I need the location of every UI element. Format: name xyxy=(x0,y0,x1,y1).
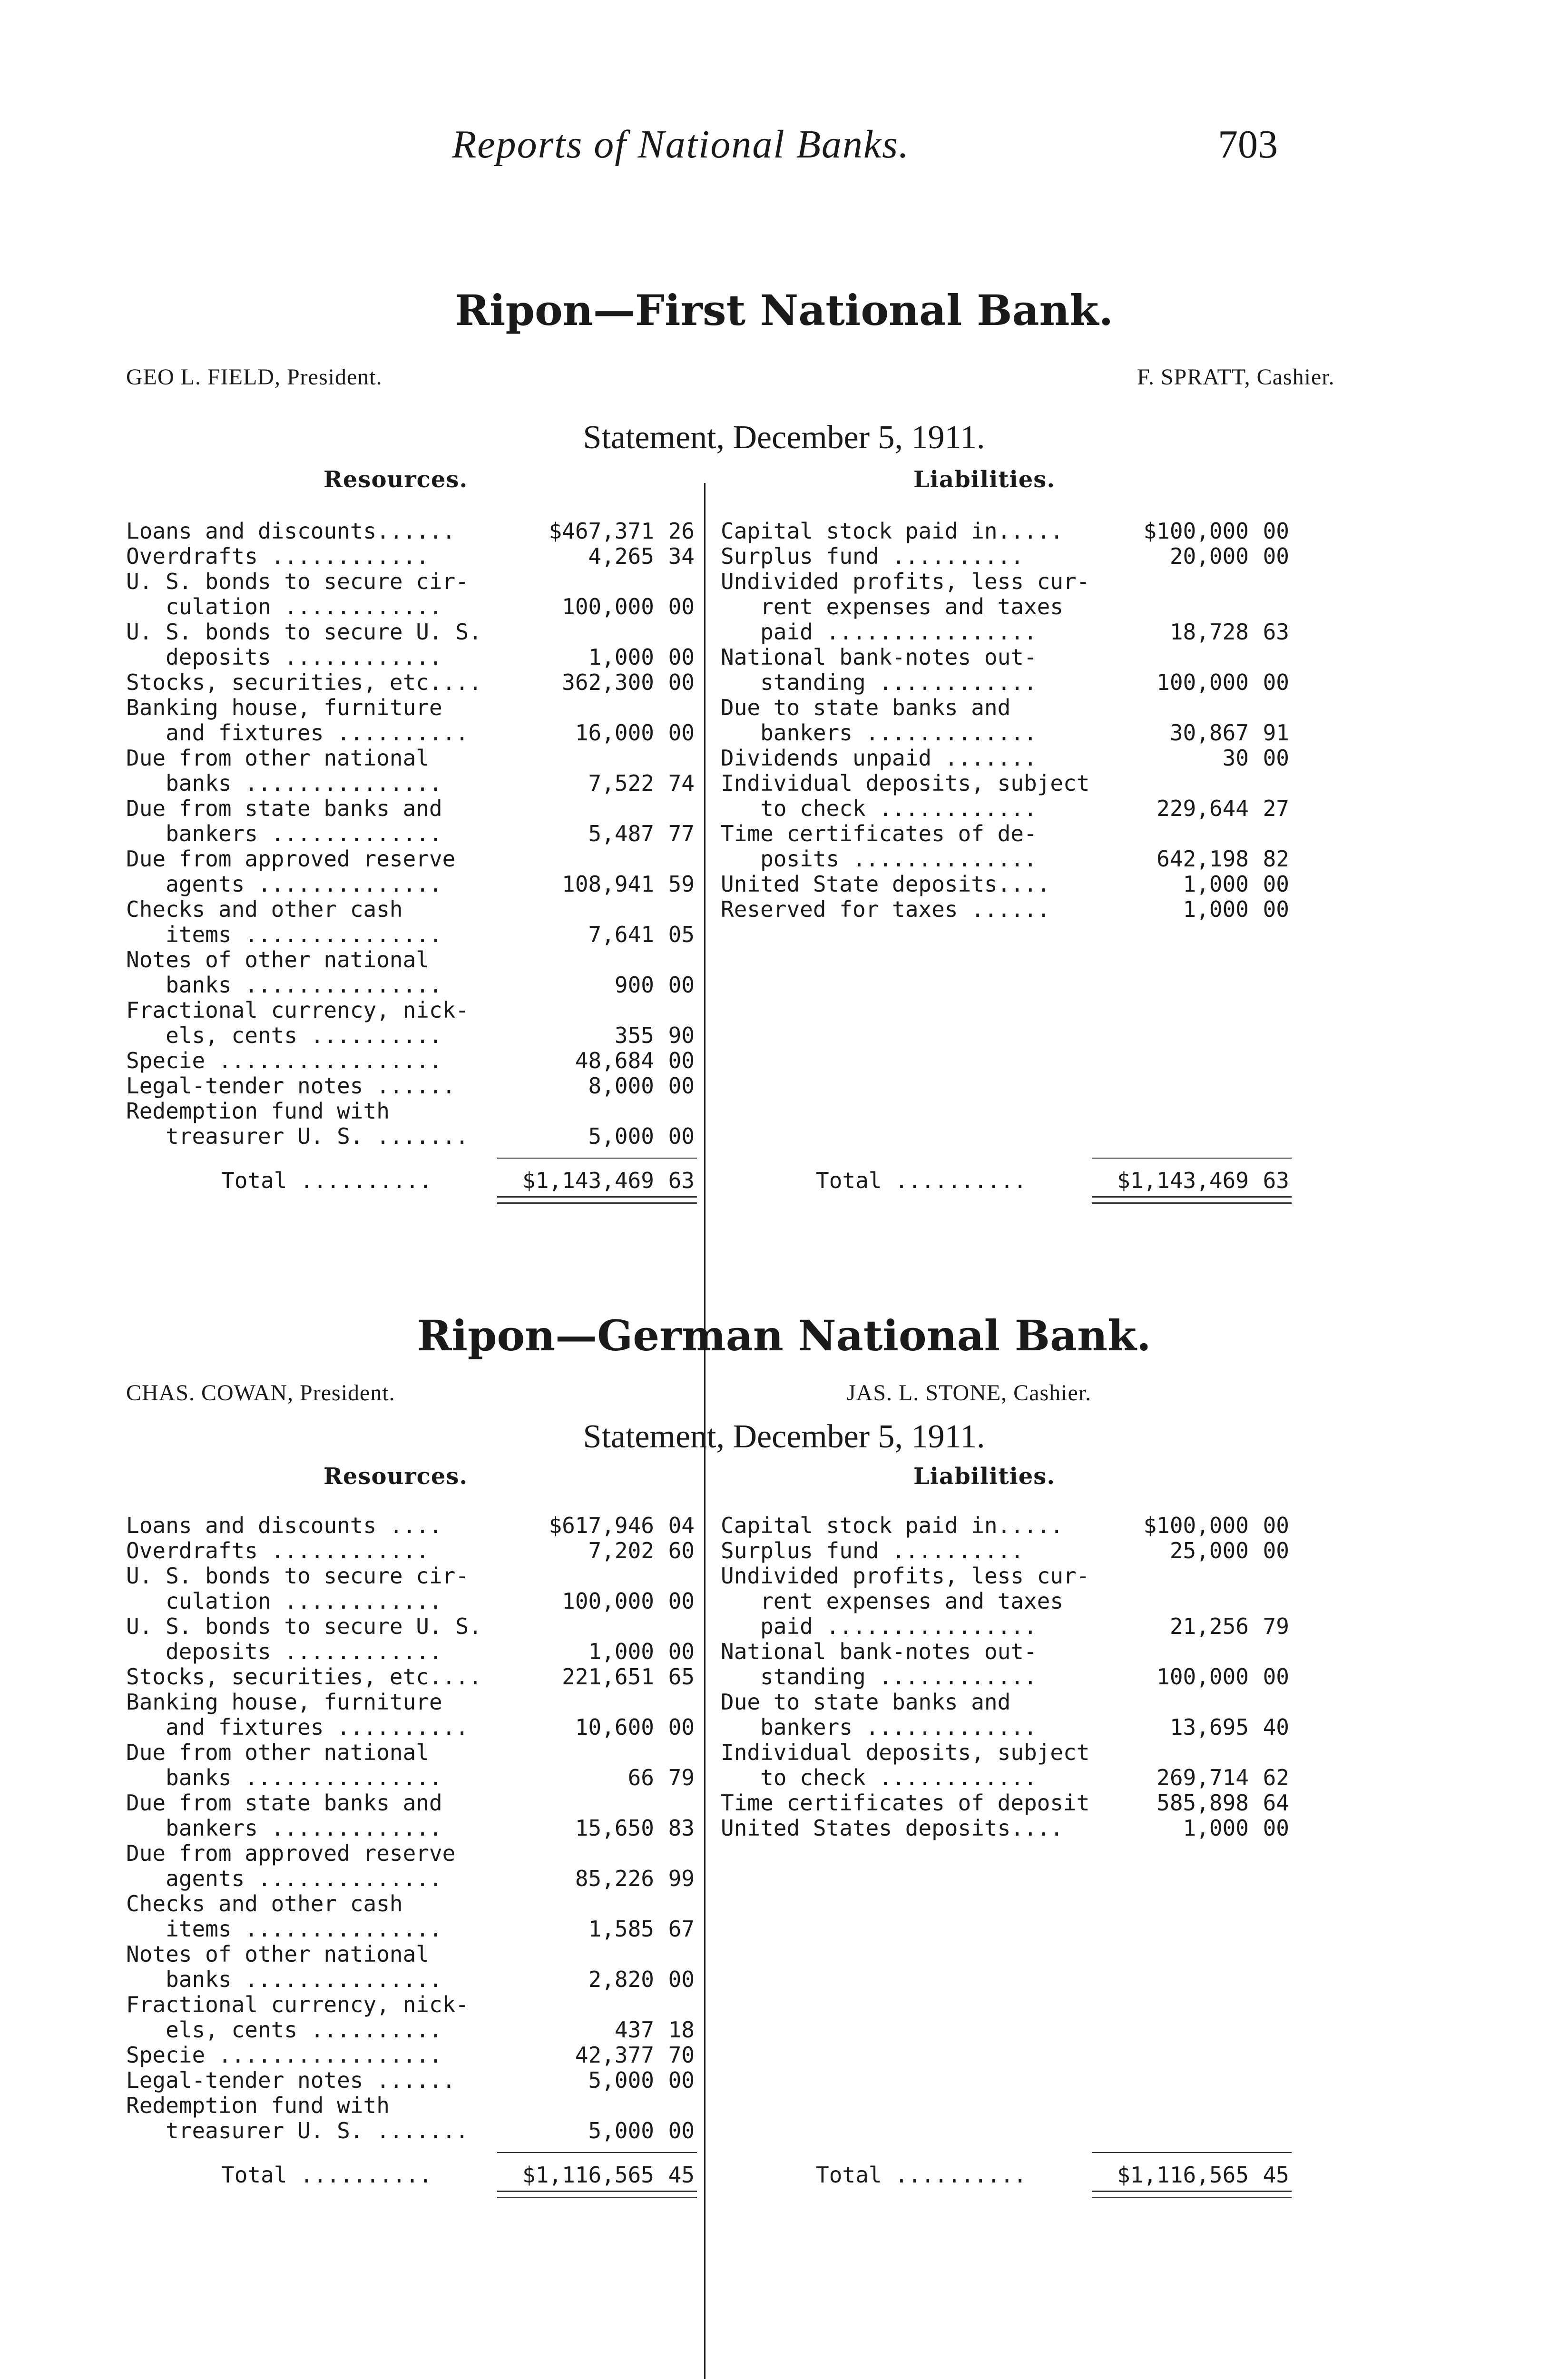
row-dollars: 642,198 xyxy=(1156,846,1249,872)
row-cents: 60 xyxy=(668,1538,695,1563)
row-dollars: 5,487 xyxy=(588,821,654,846)
row-label: and fixtures .......... xyxy=(126,1714,469,1740)
liability-row xyxy=(721,695,1292,720)
row-cents: 00 xyxy=(668,669,695,695)
row-label: Notes of other national xyxy=(126,1941,429,1967)
liability-row xyxy=(721,569,1292,594)
row-dollars: 1,000 xyxy=(1183,871,1249,897)
resource-row xyxy=(126,1048,697,1073)
liability-row xyxy=(721,796,1292,821)
row-label: Surplus fund .......... xyxy=(721,543,1024,569)
total-cents: 45 xyxy=(1263,2162,1289,2188)
resource-row xyxy=(126,670,697,695)
liability-row xyxy=(721,1639,1292,1664)
row-label: Time certificates of deposit xyxy=(721,1790,1090,1816)
row-dollars: 2,820 xyxy=(588,1966,654,1992)
row-cents: 99 xyxy=(668,1866,695,1891)
row-label: Loans and discounts .... xyxy=(126,1513,442,1538)
total-cents: 63 xyxy=(1263,1168,1289,1193)
row-label: Stocks, securities, etc.... xyxy=(126,1664,482,1690)
liability-row xyxy=(721,1816,1292,1841)
page-number: 703 xyxy=(1218,122,1278,167)
row-cents: 00 xyxy=(1263,1538,1289,1563)
row-label: Due from state banks and xyxy=(126,796,442,821)
row-label: Fractional currency, nick- xyxy=(126,1992,469,2017)
row-label: Notes of other national xyxy=(126,947,429,973)
liability-row xyxy=(721,746,1292,771)
resource-row xyxy=(126,922,697,947)
liability-row xyxy=(721,1563,1292,1589)
row-label: Specie ................. xyxy=(126,1048,442,1073)
resource-row xyxy=(126,1538,697,1563)
resource-row xyxy=(126,519,697,544)
row-cents: 00 xyxy=(668,1966,695,1992)
row-label: paid ................ xyxy=(721,1613,1037,1639)
statement-date: Statement, December 5, 1911. xyxy=(583,1418,985,1455)
row-label: Undivided profits, less cur- xyxy=(721,1563,1090,1589)
row-cents: 26 xyxy=(668,518,695,544)
row-label: culation ............ xyxy=(126,1588,442,1614)
row-label: Legal-tender notes ...... xyxy=(126,2067,456,2093)
row-label: U. S. bonds to secure U. S. xyxy=(126,619,482,645)
row-label: els, cents .......... xyxy=(126,1022,442,1048)
row-label: bankers ............. xyxy=(721,1714,1037,1740)
row-cents: 00 xyxy=(1263,745,1289,771)
row-label: rent expenses and taxes xyxy=(721,594,1064,619)
row-label: Reserved for taxes ...... xyxy=(721,896,1050,922)
row-label: treasurer U. S. ....... xyxy=(126,1123,469,1149)
row-cents: 77 xyxy=(668,821,695,846)
row-dollars: 100,000 xyxy=(562,594,654,619)
row-label: Legal-tender notes ...... xyxy=(126,1073,456,1099)
row-label: Due from state banks and xyxy=(126,1790,442,1816)
row-cents: 04 xyxy=(668,1513,695,1538)
resource-row xyxy=(126,1740,697,1765)
row-label: National bank-notes out- xyxy=(721,644,1037,670)
row-dollars: 100,000 xyxy=(1156,1664,1249,1690)
row-label: deposits ............ xyxy=(126,1639,442,1664)
row-dollars: 5,000 xyxy=(588,2067,654,2093)
resource-row xyxy=(126,1891,697,1917)
row-label: Specie ................. xyxy=(126,2042,442,2068)
row-label: Due from approved reserve xyxy=(126,1840,456,1866)
resource-row xyxy=(126,2068,697,2093)
resource-row xyxy=(126,695,697,720)
row-label: bankers ............. xyxy=(126,1815,442,1841)
row-label: Due from other national xyxy=(126,745,429,771)
liability-row xyxy=(721,670,1292,695)
row-cents: 00 xyxy=(668,1073,695,1099)
resource-row xyxy=(126,771,697,796)
row-cents: 91 xyxy=(1263,720,1289,746)
resources-heading: Resources. xyxy=(323,466,468,493)
row-label: items ............... xyxy=(126,922,442,947)
row-label: Capital stock paid in..... xyxy=(721,1513,1064,1538)
row-cents: 00 xyxy=(668,2067,695,2093)
row-label: banks ............... xyxy=(126,972,442,998)
row-label: United State deposits.... xyxy=(721,871,1050,897)
total-rule xyxy=(1092,2152,1292,2153)
row-dollars: 30,867 xyxy=(1169,720,1249,746)
row-dollars: 1,000 xyxy=(588,644,654,670)
row-dollars: 10,600 xyxy=(575,1714,654,1740)
resource-row xyxy=(126,2017,697,2043)
row-cents: 62 xyxy=(1263,1765,1289,1790)
row-dollars: 48,684 xyxy=(575,1048,654,1073)
row-dollars: 108,941 xyxy=(562,871,654,897)
resource-row xyxy=(126,645,697,670)
liability-row xyxy=(721,872,1292,897)
liability-row xyxy=(721,1513,1292,1538)
row-cents: 00 xyxy=(668,1048,695,1073)
row-label: banks ............... xyxy=(126,770,442,796)
page-header xyxy=(0,121,1568,174)
row-dollars: 13,695 xyxy=(1169,1714,1249,1740)
row-label: bankers ............. xyxy=(126,821,442,846)
row-cents: 00 xyxy=(668,1588,695,1614)
bank-title: Ripon—First National Bank. xyxy=(454,285,1114,335)
liability-row xyxy=(721,1589,1292,1614)
row-cents: 63 xyxy=(1263,619,1289,645)
row-cents: 40 xyxy=(1263,1714,1289,1740)
row-cents: 00 xyxy=(1263,896,1289,922)
liabilities-heading: Liabilities. xyxy=(913,1463,1056,1490)
total-dollars: $1,143,469 xyxy=(1117,1168,1249,1193)
row-dollars: 21,256 xyxy=(1169,1613,1249,1639)
row-cents: 00 xyxy=(1263,1815,1289,1841)
liability-row xyxy=(721,594,1292,619)
row-label: United States deposits.... xyxy=(721,1815,1064,1841)
row-cents: 00 xyxy=(668,2118,695,2143)
liability-row xyxy=(721,1765,1292,1790)
resources-heading: Resources. xyxy=(323,1463,468,1490)
row-dollars: 30 xyxy=(1222,745,1249,771)
row-label: Checks and other cash xyxy=(126,896,403,922)
liabilities-column xyxy=(721,519,1292,1423)
row-label: els, cents .......... xyxy=(126,2017,442,2043)
total-label: Total .......... xyxy=(816,1168,1027,1193)
row-cents: 00 xyxy=(668,1123,695,1149)
row-dollars: 15,650 xyxy=(575,1815,654,1841)
row-dollars: $617,946 xyxy=(549,1513,654,1538)
resource-row xyxy=(126,2093,697,2118)
liabilities-total-row xyxy=(816,1168,1292,1193)
row-cents: 34 xyxy=(668,543,695,569)
row-label: standing ............ xyxy=(721,1664,1037,1690)
row-dollars: 585,898 xyxy=(1156,1790,1249,1816)
total-label: Total .......... xyxy=(221,1168,432,1193)
row-dollars: 4,265 xyxy=(588,543,654,569)
resource-row xyxy=(126,1023,697,1048)
row-label: rent expenses and taxes xyxy=(721,1588,1064,1614)
row-label: to check ............ xyxy=(721,1765,1037,1790)
row-cents: 00 xyxy=(668,1639,695,1664)
total-rule xyxy=(497,1158,697,1159)
row-cents: 00 xyxy=(1263,543,1289,569)
running-title: Reports of National Banks. xyxy=(452,122,910,167)
cashier-name: F. SPRATT, Cashier. xyxy=(1137,364,1335,390)
total-rule xyxy=(497,2152,697,2153)
row-cents: 83 xyxy=(668,1815,695,1841)
row-cents: 00 xyxy=(1263,1513,1289,1538)
total-cents: 63 xyxy=(668,1168,695,1193)
row-dollars: 7,202 xyxy=(588,1538,654,1563)
resource-row xyxy=(126,594,697,619)
resource-row xyxy=(126,1124,697,1149)
row-dollars: 221,651 xyxy=(562,1664,654,1690)
row-label: posits .............. xyxy=(721,846,1037,872)
row-dollars: 229,644 xyxy=(1156,796,1249,821)
resource-row xyxy=(126,1664,697,1690)
row-dollars: 100,000 xyxy=(1156,669,1249,695)
row-dollars: 100,000 xyxy=(562,1588,654,1614)
liability-row xyxy=(721,821,1292,846)
total-double-rule xyxy=(1092,1196,1292,1204)
total-double-rule xyxy=(497,2191,697,2198)
total-double-rule xyxy=(1092,2191,1292,2198)
row-dollars: 25,000 xyxy=(1169,1538,1249,1563)
resource-row xyxy=(126,846,697,872)
row-label: culation ............ xyxy=(126,594,442,619)
resource-row xyxy=(126,1690,697,1715)
row-dollars: $100,000 xyxy=(1143,518,1249,544)
row-dollars: 1,585 xyxy=(588,1916,654,1942)
row-dollars: 85,226 xyxy=(575,1866,654,1891)
total-dollars: $1,143,469 xyxy=(522,1168,654,1193)
row-dollars: 5,000 xyxy=(588,2118,654,2143)
liability-row xyxy=(721,519,1292,544)
row-cents: 27 xyxy=(1263,796,1289,821)
resource-row xyxy=(126,796,697,821)
resource-row xyxy=(126,821,697,846)
row-cents: 18 xyxy=(668,2017,695,2043)
row-label: treasurer U. S. ....... xyxy=(126,2118,469,2143)
total-label: Total .......... xyxy=(816,2162,1027,2188)
president-name: GEO L. FIELD, President. xyxy=(126,364,382,390)
row-cents: 82 xyxy=(1263,846,1289,872)
resource-row xyxy=(126,973,697,998)
row-label: Due from approved reserve xyxy=(126,846,456,872)
resource-row xyxy=(126,569,697,594)
resource-row xyxy=(126,1866,697,1891)
row-cents: 59 xyxy=(668,871,695,897)
resource-row xyxy=(126,1099,697,1124)
row-label: Overdrafts ............ xyxy=(126,543,429,569)
row-dollars: 66 xyxy=(627,1765,654,1790)
row-label: U. S. bonds to secure cir- xyxy=(126,1563,469,1589)
row-dollars: $100,000 xyxy=(1143,1513,1249,1538)
row-label: and fixtures .......... xyxy=(126,720,469,746)
resource-row xyxy=(126,1841,697,1866)
row-label: Fractional currency, nick- xyxy=(126,997,469,1023)
resources-total-row xyxy=(221,2163,697,2188)
row-dollars: 362,300 xyxy=(562,669,654,695)
row-label: Due from other national xyxy=(126,1740,429,1765)
resource-row xyxy=(126,1563,697,1589)
row-label: Due to state banks and xyxy=(721,1689,1011,1715)
row-dollars: 269,714 xyxy=(1156,1765,1249,1790)
liability-row xyxy=(721,619,1292,645)
row-dollars: 1,000 xyxy=(588,1639,654,1664)
row-cents: 70 xyxy=(668,2042,695,2068)
row-dollars: 1,000 xyxy=(1183,1815,1249,1841)
resource-row xyxy=(126,720,697,746)
row-label: Banking house, furniture xyxy=(126,695,442,720)
total-dollars: $1,116,565 xyxy=(522,2162,654,2188)
row-dollars: 18,728 xyxy=(1169,619,1249,645)
resource-row xyxy=(126,746,697,771)
row-label: bankers ............. xyxy=(721,720,1037,746)
resource-row xyxy=(126,544,697,569)
resource-row xyxy=(126,1589,697,1614)
row-cents: 00 xyxy=(668,1714,695,1740)
row-label: Individual deposits, subject xyxy=(721,1740,1090,1765)
liability-row xyxy=(721,1740,1292,1765)
liability-row xyxy=(721,1664,1292,1690)
liability-row xyxy=(721,1538,1292,1563)
row-label: paid ................ xyxy=(721,619,1037,645)
row-label: to check ............ xyxy=(721,796,1037,821)
row-label: Banking house, furniture xyxy=(126,1689,442,1715)
row-dollars: $467,371 xyxy=(549,518,654,544)
resource-row xyxy=(126,1639,697,1664)
row-label: National bank-notes out- xyxy=(721,1639,1037,1664)
resource-row xyxy=(126,2118,697,2143)
row-cents: 00 xyxy=(1263,1664,1289,1690)
liability-row xyxy=(721,1715,1292,1740)
liability-row xyxy=(721,771,1292,796)
row-label: agents .............. xyxy=(126,871,442,897)
row-dollars: 7,522 xyxy=(588,770,654,796)
row-label: Dividends unpaid ....... xyxy=(721,745,1037,771)
row-label: Checks and other cash xyxy=(126,1891,403,1917)
row-cents: 00 xyxy=(668,594,695,619)
row-dollars: 42,377 xyxy=(575,2042,654,2068)
statement-date: Statement, December 5, 1911. xyxy=(583,419,985,456)
row-label: U. S. bonds to secure cir- xyxy=(126,569,469,594)
row-label: Loans and discounts...... xyxy=(126,518,456,544)
resource-row xyxy=(126,872,697,897)
row-cents: 05 xyxy=(668,922,695,947)
resource-row xyxy=(126,1513,697,1538)
resource-row xyxy=(126,1942,697,1967)
resources-column xyxy=(126,519,697,1423)
liability-row xyxy=(721,1790,1292,1816)
total-dollars: $1,116,565 xyxy=(1117,2162,1249,2188)
row-dollars: 20,000 xyxy=(1169,543,1249,569)
row-cents: 65 xyxy=(668,1664,695,1690)
row-label: Overdrafts ............ xyxy=(126,1538,429,1563)
resource-row xyxy=(126,1614,697,1639)
resource-row xyxy=(126,1765,697,1790)
row-cents: 64 xyxy=(1263,1790,1289,1816)
resources-total-row xyxy=(221,1168,697,1193)
row-cents: 00 xyxy=(1263,518,1289,544)
president-name: CHAS. COWAN, President. xyxy=(126,1380,395,1406)
column-divider xyxy=(704,1473,706,2379)
row-label: Time certificates of de- xyxy=(721,821,1037,846)
row-dollars: 1,000 xyxy=(1183,896,1249,922)
liability-row xyxy=(721,720,1292,746)
row-dollars: 900 xyxy=(614,972,654,998)
row-cents: 00 xyxy=(1263,669,1289,695)
row-label: deposits ............ xyxy=(126,644,442,670)
row-cents: 00 xyxy=(668,972,695,998)
row-dollars: 16,000 xyxy=(575,720,654,746)
liabilities-total-row xyxy=(816,2163,1292,2188)
resource-row xyxy=(126,897,697,922)
row-dollars: 7,641 xyxy=(588,922,654,947)
row-cents: 79 xyxy=(668,1765,695,1790)
row-label: Individual deposits, subject xyxy=(721,770,1090,796)
total-double-rule xyxy=(497,1196,697,1204)
liability-row xyxy=(721,846,1292,872)
row-label: Due to state banks and xyxy=(721,695,1011,720)
row-label: Redemption fund with xyxy=(126,2093,390,2118)
row-dollars: 8,000 xyxy=(588,1073,654,1099)
total-cents: 45 xyxy=(668,2162,695,2188)
resource-row xyxy=(126,1967,697,1992)
row-dollars: 437 xyxy=(614,2017,654,2043)
resource-row xyxy=(126,1816,697,1841)
row-cents: 00 xyxy=(668,644,695,670)
row-label: Surplus fund .......... xyxy=(721,1538,1024,1563)
row-dollars: 5,000 xyxy=(588,1123,654,1149)
row-cents: 90 xyxy=(668,1022,695,1048)
row-cents: 74 xyxy=(668,770,695,796)
row-label: items ............... xyxy=(126,1916,442,1942)
liability-row xyxy=(721,1614,1292,1639)
row-label: U. S. bonds to secure U. S. xyxy=(126,1613,482,1639)
cashier-name: JAS. L. STONE, Cashier. xyxy=(847,1380,1092,1406)
liability-row xyxy=(721,897,1292,922)
row-cents: 00 xyxy=(1263,871,1289,897)
row-label: Redemption fund with xyxy=(126,1098,390,1124)
liabilities-column xyxy=(721,1513,1292,2379)
row-cents: 67 xyxy=(668,1916,695,1942)
row-label: Undivided profits, less cur- xyxy=(721,569,1090,594)
resource-row xyxy=(126,947,697,973)
row-label: Stocks, securities, etc.... xyxy=(126,669,482,695)
resource-row xyxy=(126,1073,697,1099)
liabilities-heading: Liabilities. xyxy=(913,466,1056,493)
resource-row xyxy=(126,998,697,1023)
resource-row xyxy=(126,2043,697,2068)
row-label: Capital stock paid in..... xyxy=(721,518,1064,544)
row-label: banks ............... xyxy=(126,1966,442,1992)
resource-row xyxy=(126,1715,697,1740)
row-dollars: 355 xyxy=(614,1022,654,1048)
total-rule xyxy=(1092,1158,1292,1159)
row-label: standing ............ xyxy=(721,669,1037,695)
resources-column xyxy=(126,1513,697,2379)
row-cents: 00 xyxy=(668,720,695,746)
resource-row xyxy=(126,1790,697,1816)
resource-row xyxy=(126,619,697,645)
bank-title: Ripon—German National Bank. xyxy=(417,1311,1151,1360)
row-cents: 79 xyxy=(1263,1613,1289,1639)
total-label: Total .......... xyxy=(221,2162,432,2188)
resource-row xyxy=(126,1917,697,1942)
liability-row xyxy=(721,645,1292,670)
liability-row xyxy=(721,544,1292,569)
row-label: agents .............. xyxy=(126,1866,442,1891)
liability-row xyxy=(721,1690,1292,1715)
resource-row xyxy=(126,1992,697,2017)
row-label: banks ............... xyxy=(126,1765,442,1790)
